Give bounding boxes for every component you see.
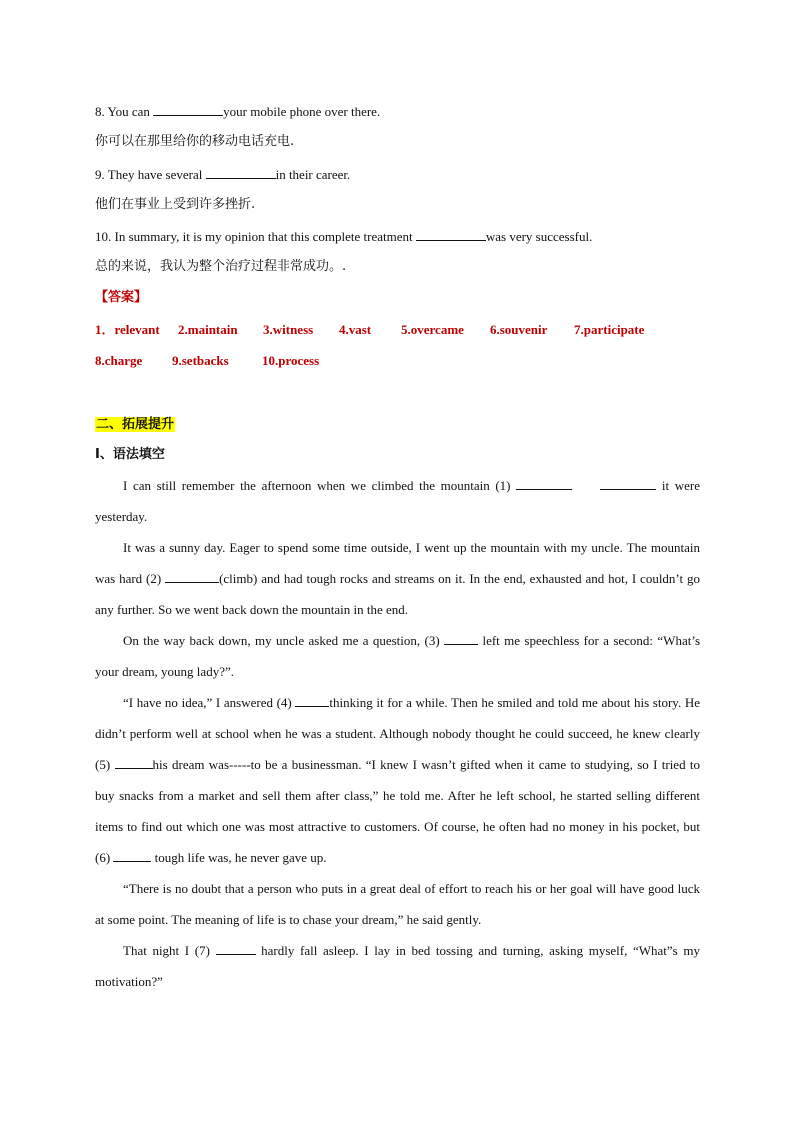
answer-8: 8.charge	[95, 353, 143, 368]
question-8-blank	[153, 103, 223, 116]
question-8	[95, 103, 700, 120]
question-8-text-after: your mobile phone over there.	[223, 104, 381, 119]
passage	[95, 470, 700, 997]
answer-row-2	[95, 353, 700, 369]
section-subtitle: I、语法填空	[95, 447, 165, 462]
blank-3	[444, 632, 478, 645]
answer-heading: 【答案】	[95, 290, 148, 305]
answer-9: 9.setbacks	[172, 353, 229, 368]
question-9-text-before: 9. They have several	[95, 167, 203, 182]
answer-10: 10.process	[262, 353, 320, 368]
answer-6: 6.souvenir	[490, 322, 548, 337]
passage-paragraph-6: That night I (7) hardly fall asleep. I lay in bed tossing and turning, asking myself, “What”s my motivation?”	[95, 943, 700, 989]
blank-1a	[516, 477, 572, 490]
question-10-text-after: was very successful.	[485, 229, 593, 244]
blank-5	[115, 756, 153, 769]
blank-7	[216, 942, 256, 955]
answer-row-1	[95, 322, 700, 338]
blank-2	[165, 570, 219, 583]
answer-5: 5.overcame	[401, 322, 464, 337]
passage-paragraph-5: “There is no doubt that a person who puts in a great deal of effort to reach his or her goal will have good luck at some point. The meaning of life is to chase your dream,” he said gently.	[95, 881, 700, 927]
answer-3: 3.witness	[263, 322, 314, 337]
blank-4	[295, 694, 329, 707]
question-10-translation: 总的来说，我认为整个治疗过程非常成功。.	[95, 259, 347, 274]
question-10	[95, 228, 700, 245]
question-10-text-before: 10. In summary, it is my opinion that this complete treatment	[95, 229, 413, 244]
answer-4: 4.vast	[339, 322, 372, 337]
passage-paragraph-2: It was a sunny day. Eager to spend some time outside, I went up the mountain with my uncle. The mountain was hard (2) (climb) and had tough rocks and streams on it. In the end, exhausted and hot, I couldn’t go any further. So we went back down the mountain in the end.	[95, 540, 701, 617]
question-8-text-before: 8. You can	[95, 104, 150, 119]
blank-1b	[600, 477, 656, 490]
section-heading	[95, 416, 700, 433]
passage-paragraph-4: “I have no idea,” I answered (4) thinking it for a while. Then he smiled and told me about his story. He didn’t perform well at school when he was a student. Although nobody thought he could succeed, he knew clearly (5) his dream was-----to be a businessman. “I knew I wasn’t gifted when it came to studying, so I tried to buy snacks from a market and sell them after class,” he told me. After he left school, he started selling different items to find out which one was most attractive to customers. Of course, he often had no money in his pocket, but (6) tough life was, he never gave up.	[95, 695, 701, 865]
passage-paragraph-1: I can still remember the afternoon when we climbed the mountain (1) it were yesterday.	[95, 478, 701, 524]
answer-7: 7.participate	[574, 322, 645, 337]
answer-2: 2.maintain	[178, 322, 238, 337]
section-title: 二、拓展提升	[96, 417, 175, 432]
answer-1: 1．relevant	[95, 322, 160, 337]
question-8-translation: 你可以在那里给你的移动电话充电.	[95, 134, 295, 149]
blank-6	[113, 849, 151, 862]
question-9-text-after: in their career.	[275, 167, 351, 182]
question-9-blank	[206, 166, 276, 179]
question-9	[95, 166, 700, 183]
question-9-translation: 他们在事业上受到许多挫折.	[95, 197, 256, 212]
question-10-blank	[416, 228, 486, 241]
passage-paragraph-3: On the way back down, my uncle asked me a question, (3) left me speechless for a second: “What’s your dream, young lady?”.	[95, 633, 700, 679]
